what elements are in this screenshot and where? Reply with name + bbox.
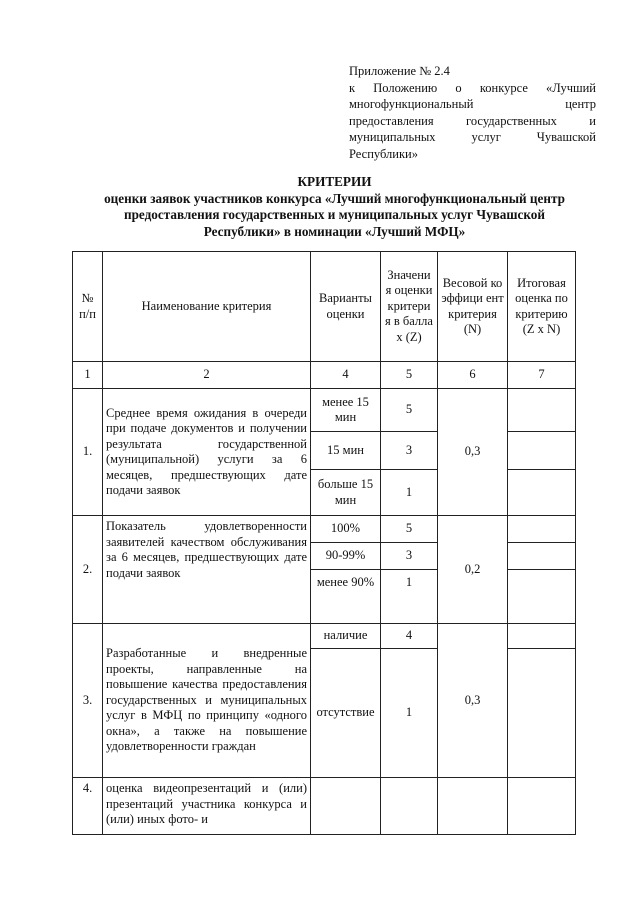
index-cell: 6 xyxy=(438,362,508,389)
score-cell: 5 xyxy=(381,516,438,543)
table-row xyxy=(73,516,576,543)
score-cell: 1 xyxy=(381,470,438,516)
table-row xyxy=(73,624,576,649)
title-subtitle-line: предоставления государственных и муниципальных услуг Чувашской xyxy=(123,207,545,222)
criterion-num: 2. xyxy=(73,516,103,624)
header-variants: Варианты оценки xyxy=(311,252,381,362)
index-cell: 1 xyxy=(73,362,103,389)
header-num: № п/п xyxy=(73,252,103,362)
index-cell: 4 xyxy=(311,362,381,389)
total-cell xyxy=(508,543,576,570)
criterion-num: 4. xyxy=(73,778,103,835)
header-total: Итоговая оценка по критерию (Z x N) xyxy=(508,252,576,362)
title-subtitle-line: оценки заявок участников конкурса «Лучший многофункциональный центр xyxy=(104,190,565,206)
variant-cell: больше 15 мин xyxy=(311,470,381,516)
appendix-line: Приложение № 2.4 xyxy=(349,64,450,78)
total-cell xyxy=(508,624,576,649)
header-score: Значени я оценки критери я в баллах (Z) xyxy=(381,252,438,362)
total-cell xyxy=(508,432,576,470)
score-cell: 3 xyxy=(381,543,438,570)
variant-cell: 100% xyxy=(311,516,381,543)
total-cell xyxy=(508,389,576,432)
index-cell: 2 xyxy=(103,362,311,389)
header-name: Наименование критерия xyxy=(103,252,311,362)
score-cell xyxy=(381,778,438,835)
variant-cell: 90-99% xyxy=(311,543,381,570)
header-row xyxy=(73,252,576,362)
score-cell: 1 xyxy=(381,570,438,624)
criterion-name: Разработанные и внедренные проекты, направленные на повышение качества предоставления государственных и муниципальных услуг в МФЦ по принципу «одного окна», а также на повышение удовлетворенности граждан xyxy=(103,624,311,778)
criterion-name: оценка видеопрезентаций и (или) презентаций участника конкурса и (или) иных фото- и xyxy=(103,778,311,835)
appendix-line: предоставления государственных и xyxy=(349,113,596,128)
index-cell: 5 xyxy=(381,362,438,389)
title-heading: КРИТЕРИИ xyxy=(297,174,372,189)
total-cell xyxy=(508,570,576,624)
score-cell: 4 xyxy=(381,624,438,649)
variant-cell: отсутствие xyxy=(311,649,381,778)
score-cell: 3 xyxy=(381,432,438,470)
appendix-line: многофункциональный центр xyxy=(349,97,596,111)
weight-cell: 0,3 xyxy=(438,624,508,778)
total-cell xyxy=(508,778,576,835)
appendix-line: Республики» xyxy=(349,146,418,161)
total-cell xyxy=(508,516,576,543)
score-cell: 5 xyxy=(381,389,438,432)
title-subtitle-line: Республики» в номинации «Лучший МФЦ» xyxy=(203,223,466,239)
criterion-name: Среднее время ожидания в очереди при подаче документов и получении результата государственной (муниципальной) услуги за 6 месяцев, предшествующих дате подачи заявок xyxy=(103,389,311,516)
variant-cell: 15 мин xyxy=(311,432,381,470)
weight-cell: 0,3 xyxy=(438,389,508,516)
criterion-num: 1. xyxy=(73,389,103,516)
header-weight: Весовой коэффици ент критерия (N) xyxy=(438,252,508,362)
variant-cell xyxy=(311,778,381,835)
document-title xyxy=(60,174,609,240)
weight-cell: 0,2 xyxy=(438,516,508,624)
index-row xyxy=(73,362,576,389)
score-cell: 1 xyxy=(381,649,438,778)
variant-cell: менее 15 мин xyxy=(311,389,381,432)
variant-cell: менее 90% xyxy=(311,570,381,624)
weight-cell xyxy=(438,778,508,835)
criterion-num: 3. xyxy=(73,624,103,778)
appendix-line: к Положению о конкурсе «Лучший xyxy=(349,80,596,95)
table-row xyxy=(73,778,576,835)
total-cell xyxy=(508,649,576,778)
index-cell: 7 xyxy=(508,362,576,389)
variant-cell: наличие xyxy=(311,624,381,649)
criterion-name: Показатель удовлетворенности заявителей качеством обслуживания за 6 месяцев, предшествующих дате подачи заявок xyxy=(103,516,311,624)
total-cell xyxy=(508,470,576,516)
table-row xyxy=(73,389,576,432)
appendix-line: муниципальных услуг Чувашской xyxy=(349,130,596,144)
appendix-note xyxy=(349,63,596,162)
criteria-table xyxy=(72,251,576,835)
